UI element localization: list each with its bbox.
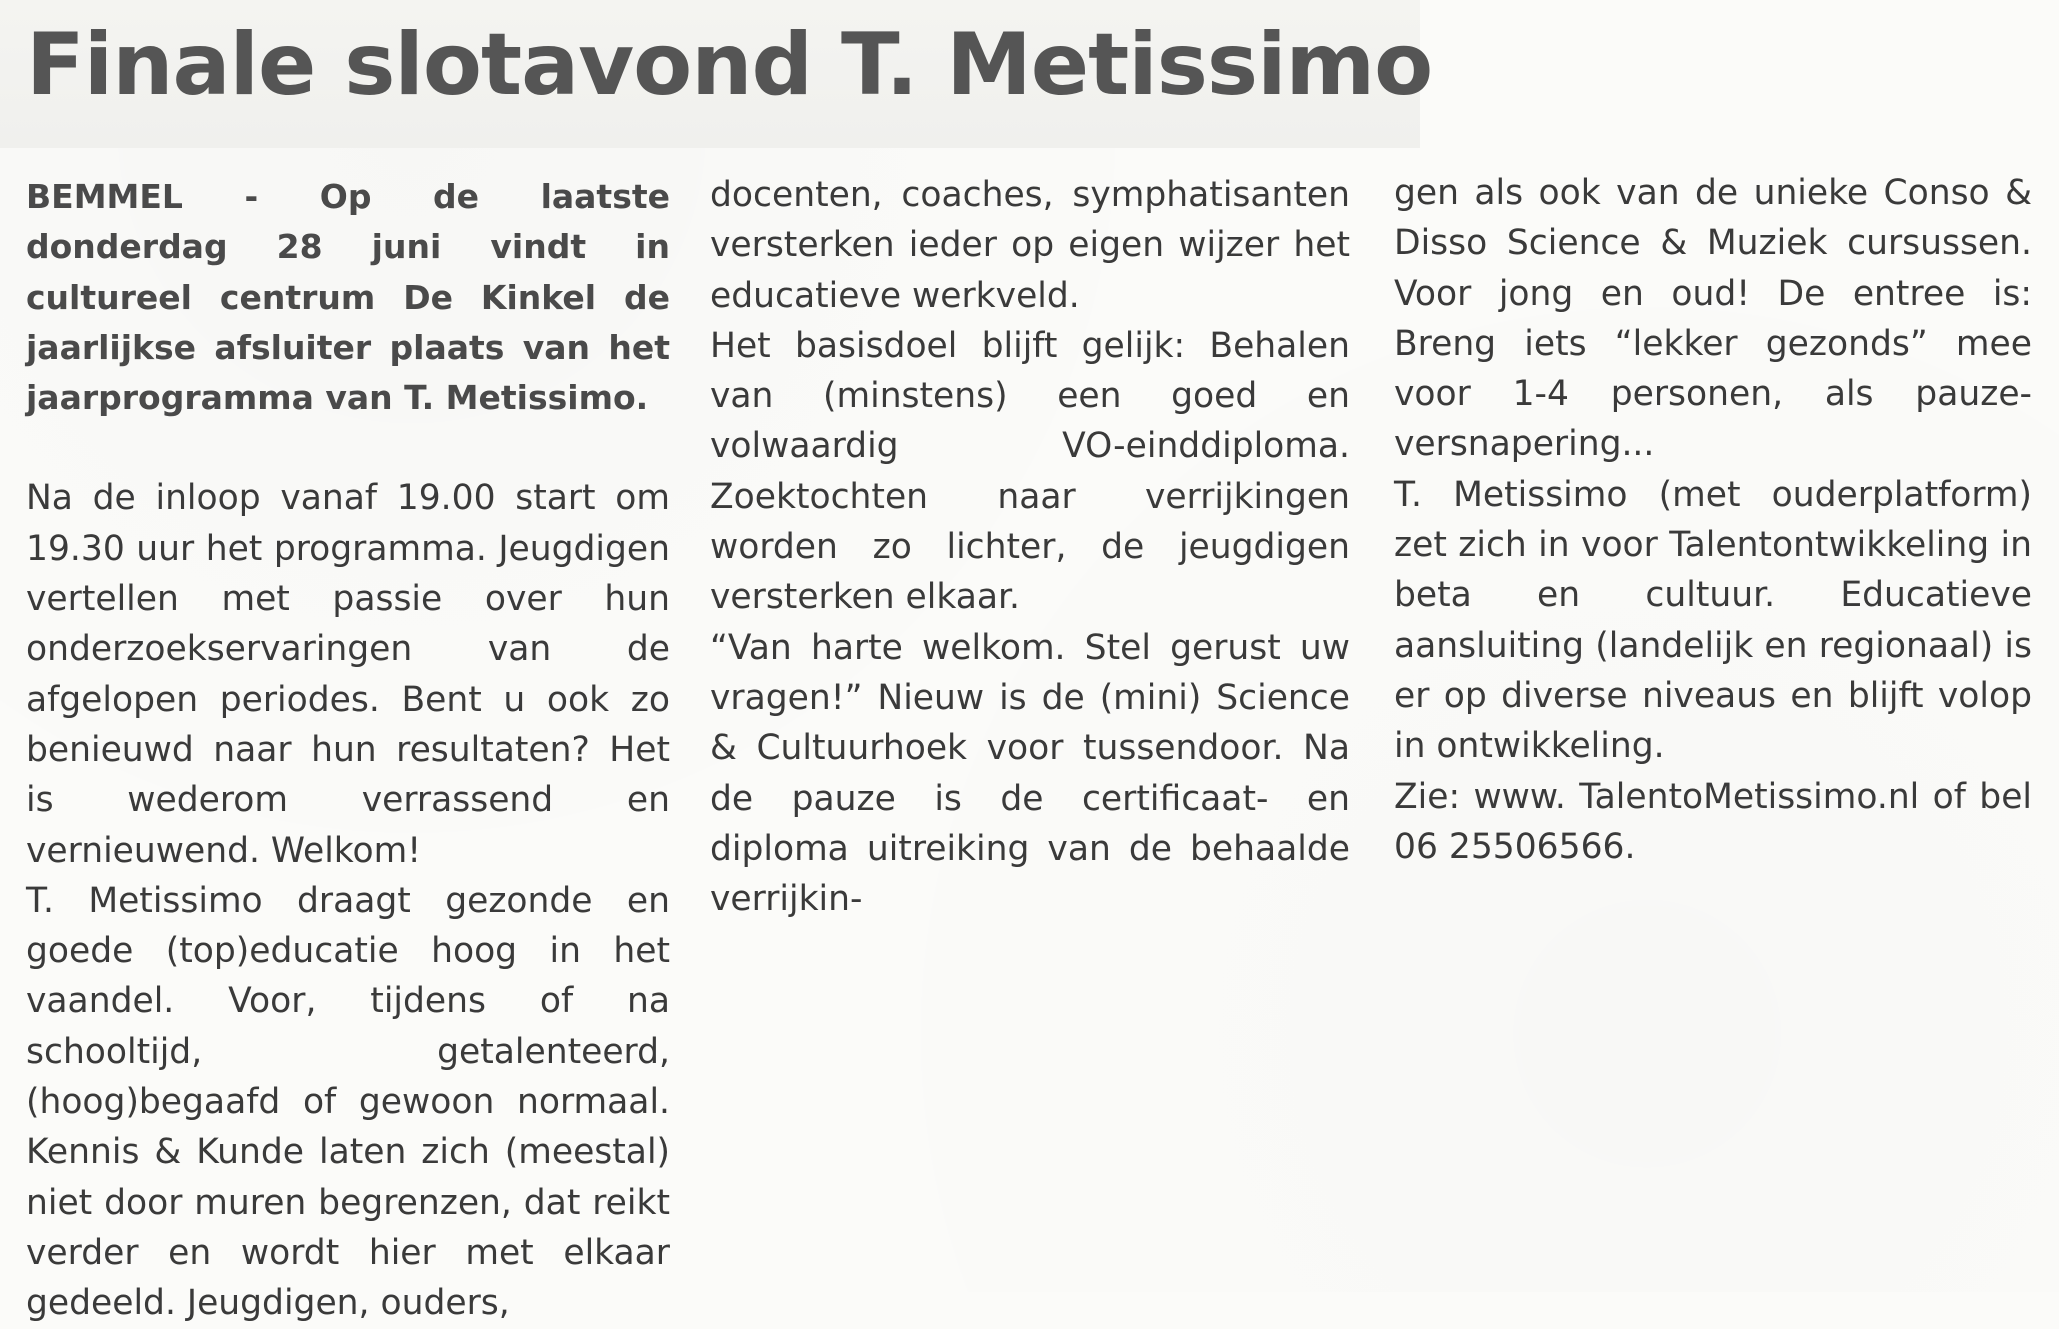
article-paragraph: Na de inloop vanaf 19.00 start om 19.30 uur het programma. Jeugdigen vertellen met passie over hun onderzoekservaringen van de afgelopen periodes. Bent u ook zo benieuwd naar hun resultaten? Het is wederom verrassend en vernieuwend. Welkom! [26,478,670,871]
article-paragraph: gen als ook van de unieke Conso & Disso Science & Muziek cursussen. Voor jong en oud! De entree is: Breng iets “lekker gezonds” mee voor 1-4 personen, als pauze-versnapering... [1394,173,2032,465]
article-paragraph: T. Metissimo (met ouderplatform) zet zich in voor Talentontwikkeling in beta en cultuur. Educatieve aansluiting (landelijk en regionaal) is er op diverse niveaus en blijft volop in ontwikkeling. [1394,474,2032,767]
article-lead: BEMMEL - Op de laatste donderdag 28 juni vindt in cultureel centrum De Kinkel de jaarlijkse afsluiter plaats van het jaarprogramma van T. Metissimo. [26,177,670,418]
article-contact-info: Zie: www. TalentoMetissimo.nl of bel 06 25506566. [1394,776,2032,867]
article-column-2 [710,170,1350,924]
article-column-3 [1394,168,2032,872]
article-paragraph: T. Metissimo draagt gezonde en goede (top)educatie hoog in het vaandel. Voor, tijdens of na schooltijd, getalenteerd, (hoog)begaafd of gewoon normaal. Kennis & Kunde laten zich (meestal) niet door muren begrenzen, dat reikt verder en wordt hier met elkaar gedeeld. Jeugdigen, ouders, [26,880,670,1324]
article-paragraph: docenten, coaches, symphatisanten versterken ieder op eigen wijzer het educatieve werkveld. [710,175,1350,316]
article-paragraph: “Van harte welkom. Stel gerust uw vragen!” Nieuw is de (mini) Science & Cultuurhoek voor tussendoor. Na de pauze is de certificaat- en diploma uitreiking van de behaalde verrijkin- [710,627,1350,920]
article-column-1 [26,172,670,1329]
article-paragraph: Het basisdoel blijft gelijk: Behalen van (minstens) een goed en volwaardig VO-einddiploma. Zoektochten naar verrijkingen worden zo lichter, de jeugdigen versterken elkaar. [710,325,1350,618]
article-headline: Finale slotavond T. Metissimo [26,15,1433,115]
